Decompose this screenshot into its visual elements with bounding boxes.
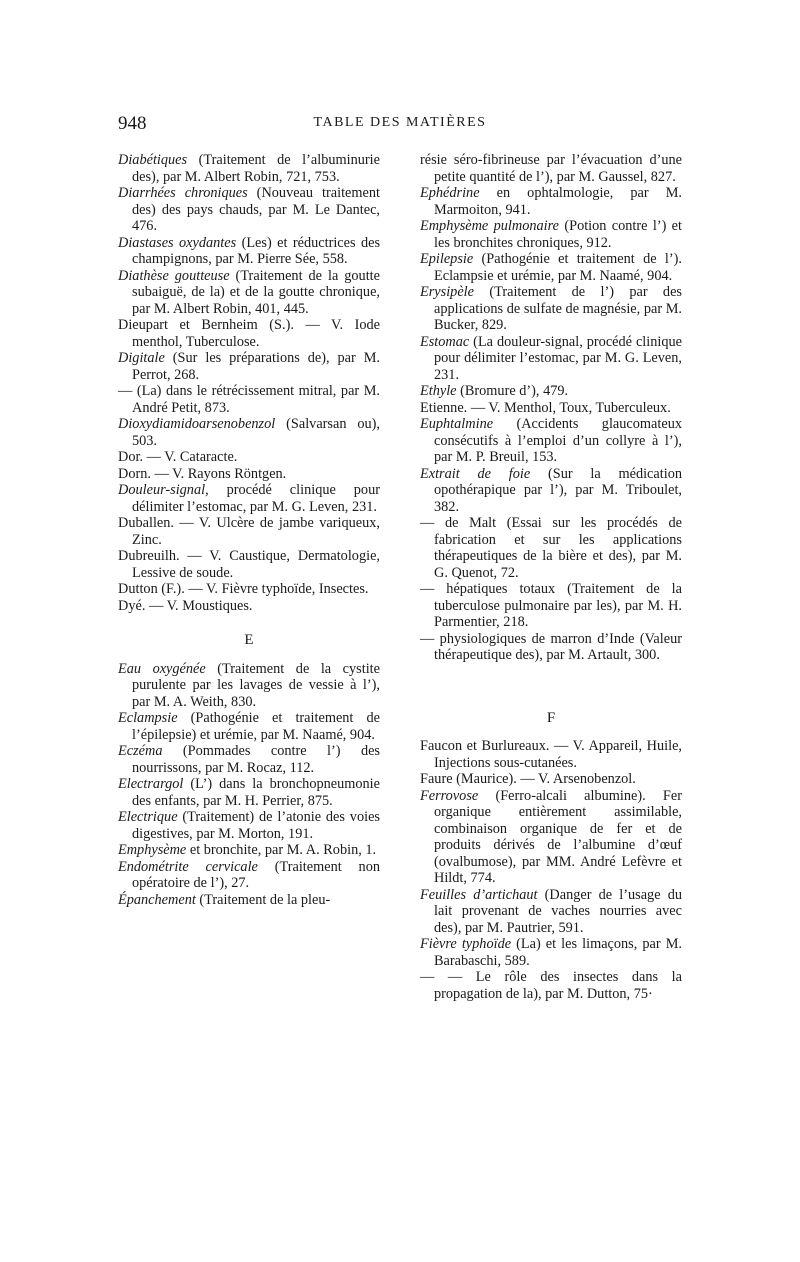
- entry-term: Euphtalmine: [420, 416, 494, 432]
- index-entry: [420, 334, 682, 384]
- index-entry: [420, 788, 682, 887]
- entry-text: en ophtalmologie, par M. Marmoiton, 941.: [434, 185, 682, 218]
- index-entry: [420, 738, 682, 771]
- entry-text: (Traitement) de l’atonie des voies digestives, par M. Morton, 191.: [132, 809, 380, 842]
- index-entry: [420, 416, 682, 466]
- entry-term: Feuilles d’artichaut: [420, 886, 538, 903]
- entry-text: (Potion contre l’) et les bronchites chroniques, 912.: [434, 218, 682, 251]
- index-entry: [118, 892, 380, 909]
- index-entry: [420, 383, 682, 400]
- entry-term: Ethyle: [420, 383, 457, 399]
- index-entry: [118, 842, 380, 859]
- entry-text: (Pathogénie et traitement de l’épilepsie) et urémie, par M. Naamé, 904.: [132, 710, 380, 743]
- entry-text: Dubreuilh. — V. Caustique, Dermatologie, Lessive de soude.: [118, 548, 380, 581]
- entry-text: (Sur la médication opothérapique par l’), par M. Triboulet, 382.: [434, 465, 682, 515]
- index-entry: [118, 466, 380, 483]
- entry-text: — (La) dans le rétrécissement mitral, par M. André Petit, 873.: [118, 383, 380, 416]
- index-entry: [118, 743, 380, 776]
- entry-text: (Ferro-alcali albumine). Fer organique entièrement assimilable, combinaison organique de fer et de produits dérivés de l’albumine d’œuf (ovalbumose), par MM. André Lefèvre et Hildt, 774.: [434, 787, 682, 886]
- page-number: 948: [118, 113, 147, 134]
- entry-term: Épanchement: [118, 891, 196, 908]
- entry-text: — — Le rôle des insectes dans la propagation de la), par M. Dutton, 75·: [420, 969, 682, 1002]
- index-entry: [118, 235, 380, 268]
- entry-text: (L’) dans la bronchopneumonie des enfants, par M. H. Perrier, 875.: [132, 776, 380, 809]
- entry-text: — physiologiques de marron d’Inde (Valeur thérapeutique des), par M. Artault, 300.: [420, 630, 682, 663]
- index-entry: [118, 581, 380, 598]
- entry-text: Etienne. — V. Menthol, Toux, Tuberculeux.: [420, 399, 671, 416]
- section-letter: F: [546, 709, 556, 726]
- entry-term: Diabétiques: [118, 152, 188, 168]
- index-entry: [118, 809, 380, 842]
- entry-term: Fièvre typhoïde: [420, 936, 512, 952]
- entry-term: Eclampsie: [118, 710, 178, 726]
- entry-text: (Pommades contre l’) des nourrissons, par M. Rocaz, 112.: [132, 743, 380, 776]
- entry-text: (Sur les préparations de), par M. Perrot, 268.: [132, 350, 380, 383]
- entry-text: (La) et les limaçons, par M. Barabaschi, 589.: [434, 936, 682, 969]
- entry-text: (Traitement de la cystite purulente par les lavages de vessie à l’), par M. A. Weith, 830.: [132, 660, 381, 710]
- running-title: TABLE DES MATIÈRES: [313, 115, 487, 130]
- entry-text: résie séro-fibrineuse par l’évacuation d’une petite quantité de l’), par M. Gaussel, 827.: [420, 152, 682, 185]
- entry-text: (Bromure d’), 479.: [456, 383, 569, 399]
- entry-text: — hépatiques totaux (Traitement de la tuberculose pulmonaire par les), par M. H. Parmentier, 218.: [420, 581, 682, 630]
- entry-text: Dutton (F.). — V. Fièvre typhoïde, Insectes.: [118, 581, 369, 597]
- entry-text: Faure (Maurice). — V. Arsenobenzol.: [420, 771, 636, 787]
- entry-text: et bronchite, par M. A. Robin, 1.: [186, 842, 377, 858]
- entry-text: (Traitement de la goutte subaiguë, de la) et de la goutte chronique, par M. Albert Robin, 401, 445.: [132, 267, 380, 317]
- entry-term: Ephédrine: [420, 185, 480, 201]
- index-entry: [420, 515, 682, 581]
- entry-term: Epilepsie: [420, 251, 474, 267]
- index-entry: [118, 482, 380, 515]
- index-entry: [420, 218, 682, 251]
- page-header: [118, 113, 682, 137]
- index-entry: [118, 185, 380, 235]
- entry-text: (Pathogénie et traitement de l’). Eclampsie et urémie, par M. Naamé, 904.: [434, 251, 682, 284]
- index-entry: [420, 771, 682, 788]
- index-entry: [118, 710, 380, 743]
- entry-term: Erysipèle: [420, 284, 474, 300]
- entry-term: Extrait de foie: [420, 465, 531, 482]
- index-entry: [420, 969, 682, 1002]
- entry-term: Estomac: [420, 333, 470, 350]
- index-entry: [118, 383, 380, 416]
- entry-text: Duballen. — V. Ulcère de jambe variqueux, Zinc.: [118, 515, 380, 548]
- index-entry: [118, 859, 380, 892]
- entry-text: Faucon et Burlureaux. — V. Appareil, Huile, Injections sous-cutanées.: [420, 738, 682, 771]
- entry-term: Endométrite cervicale: [118, 858, 258, 875]
- entry-text: , procédé clinique pour délimiter l’estomac, par M. G. Leven, 231.: [132, 482, 380, 515]
- index-entry: [118, 661, 380, 711]
- entry-text: (Nouveau traitement des) des pays chauds, par M. Le Dantec, 476.: [132, 185, 380, 234]
- entry-term: Emphysème: [118, 842, 187, 858]
- entry-term: Eau oxygénée: [118, 660, 206, 677]
- index-entry: [420, 887, 682, 937]
- entry-term: Diarrhées chroniques: [118, 185, 248, 201]
- index-entry: [118, 416, 380, 449]
- index-entry: [118, 152, 380, 185]
- right-column: [420, 152, 682, 1002]
- entry-text: (Les) et réductrices des champignons, par M. Pierre Sée, 558.: [132, 234, 381, 267]
- entry-text: (Traitement non opératoire de l’), 27.: [132, 858, 380, 891]
- entry-text: Dor. — V. Cataracte.: [118, 449, 238, 465]
- index-entry: [118, 776, 380, 809]
- entry-text: (Danger de l’usage du lait provenant de vaches nourries avec des), par M. Pautrier, 591.: [434, 886, 682, 936]
- index-entry: [420, 185, 682, 218]
- index-entry: [118, 268, 380, 318]
- section-letter: E: [244, 632, 254, 648]
- entry-term: Diastases oxydantes: [118, 234, 237, 251]
- entry-text: (Traitement de l’albuminurie des), par M. Albert Robin, 721, 753.: [132, 152, 380, 185]
- index-entry: [420, 631, 682, 664]
- index-entry: [118, 515, 380, 548]
- entry-text: (Accidents glaucomateux consécutifs à l’emploi d’un collyre à l’), par M. P. Breuil, 153.: [434, 416, 682, 465]
- index-entry: [420, 466, 682, 516]
- entry-term: Electrique: [118, 809, 178, 825]
- entry-term: Diathèse goutteuse: [118, 267, 230, 284]
- entry-text: (La douleur-signal, procédé clinique pour délimiter l’estomac, par M. G. Leven, 231.: [434, 333, 682, 383]
- entry-text: — de Malt (Essai sur les procédés de fabrication et sur les applications thérapeutiques de la bière et des), par M. G. Quenot, 72.: [420, 515, 682, 581]
- entry-text: (Traitement de l’) par des applications de sulfate de magnésie, par M. Bucker, 829.: [434, 284, 682, 333]
- index-entry: [118, 548, 380, 581]
- index-entry: [118, 350, 380, 383]
- index-entry: [118, 317, 380, 350]
- entry-term: Electrargol: [118, 776, 184, 792]
- left-column: [118, 152, 380, 908]
- index-entry: [420, 400, 682, 417]
- index-entry: [118, 449, 380, 466]
- index-entry: [420, 251, 682, 284]
- entry-term: Digitale: [118, 350, 165, 366]
- index-entry: [420, 936, 682, 969]
- index-entry: [420, 284, 682, 334]
- entry-text: Dieupart et Bernheim (S.). — V. Iode menthol, Tuberculose.: [118, 317, 380, 350]
- index-entry: [420, 581, 682, 631]
- entry-text: Dorn. — V. Rayons Röntgen.: [118, 465, 287, 482]
- entry-term: Eczéma: [118, 743, 163, 759]
- index-entry: [118, 598, 380, 615]
- entry-text: (Salvarsan ou), 503.: [132, 416, 380, 449]
- entry-text: Dyé. — V. Moustiques.: [118, 597, 253, 614]
- entry-term: Dioxydiamidoarsenobenzol: [118, 416, 276, 432]
- entry-term: Ferrovose: [420, 787, 479, 804]
- entry-text: (Traitement de la pleu-: [195, 891, 331, 908]
- entry-term: Douleur-signal: [118, 482, 206, 498]
- entry-term: Emphysème pulmonaire: [420, 218, 560, 234]
- index-entry: [420, 152, 682, 185]
